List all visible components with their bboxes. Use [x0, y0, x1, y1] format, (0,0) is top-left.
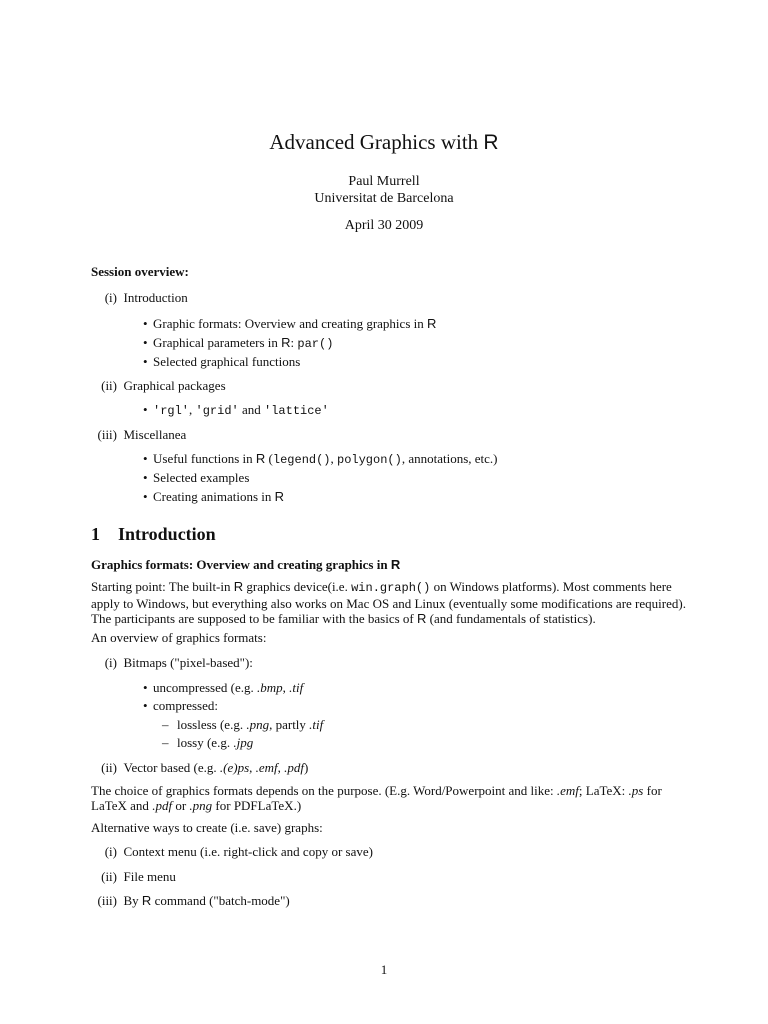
paragraph: The choice of graphics formats depends on the purpose. (E.g. Word/Powerpoint and like: .emf; LaTeX: .ps for LaTeX and .pdf or .png for PDFLaTeX.)	[91, 783, 662, 813]
bullet-icon: •	[143, 335, 148, 350]
list-item: Selected examples	[153, 470, 250, 485]
list-item: Creating animations in R	[153, 489, 285, 504]
paper-title: Advanced Graphics with R	[269, 130, 499, 154]
list-item: Graphical parameters in R: par()	[153, 335, 334, 351]
list-item: Useful functions in R (legend(), polygon(), annotations, etc.)	[153, 451, 498, 467]
bullet-icon: •	[143, 680, 148, 695]
section-heading: 1 Introduction	[91, 524, 216, 544]
bullet-icon: •	[143, 451, 148, 466]
list-item: Selected graphical functions	[153, 354, 301, 369]
author-block	[0, 173, 768, 207]
list-item: lossless (e.g. .png, partly .tif	[177, 717, 324, 732]
list-item: (i) Context menu (i.e. right-click and copy or save)	[104, 844, 373, 859]
paragraph: Alternative ways to create (i.e. save) graphs:	[91, 820, 323, 835]
list-item: (iii) By R command ("batch-mode")	[97, 893, 290, 908]
session-overview-heading: Session overview:	[91, 264, 189, 279]
bullet-icon: •	[143, 470, 148, 485]
list-item: (ii) File menu	[101, 869, 176, 884]
list-item: compressed:	[153, 698, 218, 713]
dash-icon: –	[162, 735, 169, 750]
list-item: (ii) Vector based (e.g. .(e)ps, .emf, .pdf)	[101, 760, 309, 775]
dash-icon: –	[162, 717, 169, 732]
paragraph: An overview of graphics formats:	[91, 630, 267, 645]
paragraph: Starting point: The built-in R graphics device(i.e. win.graph() on Windows platforms). Most comments here apply to Windows, but everything also works on Mac OS and Linux (eventually some modifications are required). The participants are supposed to be familiar with the basics of R (and fundamentals of statistics).	[91, 579, 686, 626]
subsection-heading: Graphics formats: Overview and creating graphics in R	[91, 557, 401, 572]
list-item: 'rgl', 'grid' and 'lattice'	[153, 402, 329, 418]
page-number: 1	[380, 962, 388, 977]
author-affiliation: Universitat de Barcelona	[314, 191, 454, 206]
paper-date: April 30 2009	[344, 218, 424, 233]
list-item: (i) Bitmaps ("pixel-based"):	[104, 655, 253, 670]
overview-item: (iii) Miscellanea	[97, 427, 187, 442]
author-name: Paul Murrell	[348, 174, 420, 189]
bullet-icon: •	[143, 354, 148, 369]
bullet-icon: •	[143, 489, 148, 504]
list-item: lossy (e.g. .jpg	[177, 735, 254, 750]
bullet-icon: •	[143, 402, 148, 417]
list-item: uncompressed (e.g. .bmp, .tif	[153, 680, 304, 695]
bullet-icon: •	[143, 316, 148, 331]
overview-item: (i) Introduction	[104, 290, 188, 305]
list-item: Graphic formats: Overview and creating graphics in R	[153, 316, 437, 331]
overview-item: (ii) Graphical packages	[101, 378, 226, 393]
bullet-icon: •	[143, 698, 148, 713]
